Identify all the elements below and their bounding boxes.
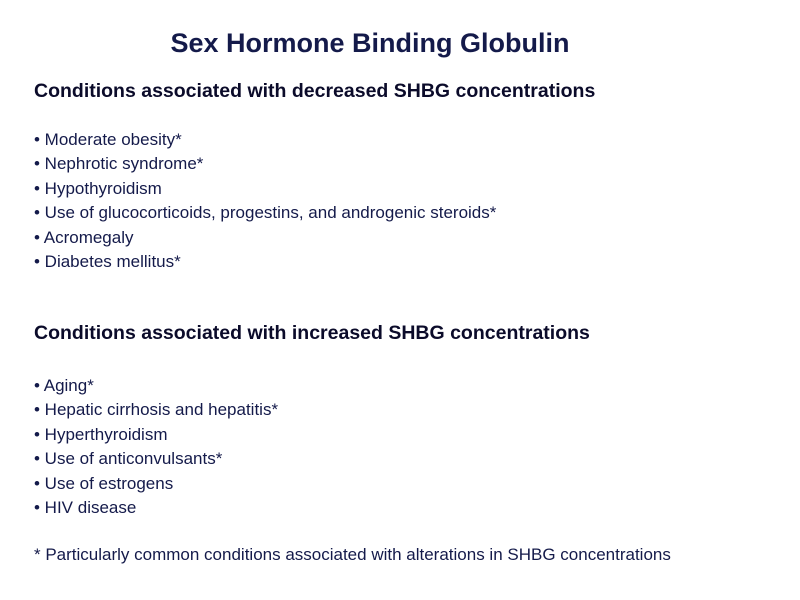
list-item: • Moderate obesity*	[34, 130, 182, 149]
list-item: • Use of glucocorticoids, progestins, and androgenic steroids*	[34, 203, 497, 223]
list-item: • Hepatic cirrhosis and hepatitis*	[34, 400, 279, 420]
increased-conditions-list	[34, 374, 278, 520]
list-item: • Diabetes mellitus*	[34, 252, 181, 272]
list-item: • Nephrotic syndrome*	[34, 154, 204, 174]
increased-section-heading: Conditions associated with increased SHBG concentrations	[34, 322, 590, 344]
list-item: • Aging*	[34, 376, 94, 395]
decreased-section-heading: Conditions associated with decreased SHBG concentrations	[34, 80, 596, 102]
slide-title: Sex Hormone Binding Globulin	[170, 28, 570, 58]
list-item: • Use of anticonvulsants*	[34, 449, 223, 469]
footnote: * Particularly common conditions associated with alterations in SHBG concentrations	[34, 545, 671, 564]
list-item: • Acromegaly	[34, 227, 134, 247]
list-item: • Hyperthyroidism	[34, 424, 168, 444]
list-item: • HIV disease	[34, 498, 137, 518]
list-item: • Hypothyroidism	[34, 178, 162, 198]
decreased-conditions-list	[34, 128, 496, 274]
list-item: • Use of estrogens	[34, 473, 174, 493]
